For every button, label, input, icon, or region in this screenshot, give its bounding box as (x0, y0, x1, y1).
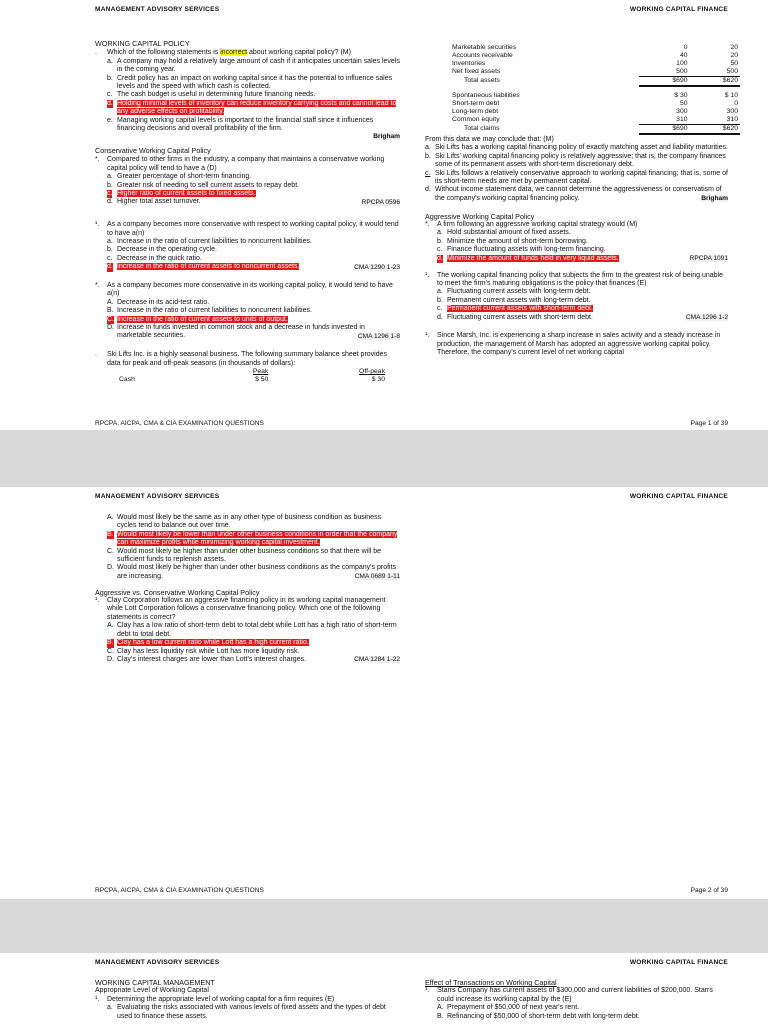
option-a: A. Decrease in its acid-test ratio. (107, 298, 210, 306)
header-left: MANAGEMENT ADVISORY SERVICES (95, 959, 220, 966)
option-b: b. Decrease in the operating cycle. (107, 246, 217, 254)
question-6: *. A firm following an aggressive working capital strategy would (M) a. Hold substantial amount of fixed assets. b. Minimize the amount of short-term borrowing. c. Finance fluctuating assets with long-term financing. d. Minimize the amount of funds held in very liquid assets. RPCPA 1091 (425, 221, 728, 263)
conclusion-text: From this data we may conclude that: (M) (425, 136, 554, 143)
header-right: WORKING CAPITAL FINANCE (629, 959, 728, 966)
source-label: Brigham (701, 195, 728, 203)
header-left: MANAGEMENT ADVISORY SERVICES (95, 6, 220, 13)
highlighted-word: incorrect (220, 49, 248, 57)
option-a: A. Would most likely be the same as in any other type of business condition as business cycles tend to balance out over time. (107, 514, 382, 530)
option-a: A. Clay has a low ratio of short-term debt to total debt while Lott has a high ratio of short-term debt to total debt. (107, 622, 397, 638)
column-offpeak: Off-peak (359, 368, 385, 376)
option-a: a. Greater percentage of short-term financing. (107, 173, 252, 181)
question-2: *. Compared to other firms in the industry, a company that maintains a conservative working capital policy will tend to have a (D) a. Greater percentage of short-term financing. b. Greater risk of needing to sell current assets to repay debt. c. Higher ratio of current assets to fixed assets. d. Higher total asset turnover. RPCPA 0596 (95, 156, 400, 206)
option-a: A. Prepayment of $50,000 of next year's rent. (437, 1004, 580, 1012)
option-a: a. Ski Lifts has a working capital financing policy of exactly matching asset and liability maturities. (425, 144, 728, 152)
option-a: a. Increase in the ratio of current liabilities to noncurrent liabilities. (107, 237, 312, 245)
option-a: a. Fluctuating current assets with long-term debt. (437, 288, 591, 296)
section-aggressive-policy: Aggressive Working Capital Policy (425, 211, 535, 221)
option-d-answer: d. Increase in the ratio of current assets to noncurrent assets. (107, 263, 300, 271)
page1-left-column (95, 40, 400, 384)
question-4: *. As a company becomes more conservative in its working capital policy, it would tend to have a(n) A. Decrease in its acid-test ratio. B. Increase in the ratio of current liabilities to noncurrent liabilities. C. Increase in the ratio of current assets to units of output. D. Increase in funds invested in common stock and a decrease in funds invested in marketable securities. CMA 1296 1-8 (95, 281, 400, 340)
question-5: . Ski Lifts Inc. is a highly seasonal business. The following summary balance sheet provides data for peak and off-peak seasons (in thousands of dollars): Peak Off-peak Cash $ 50 $ 30 (95, 351, 388, 384)
section-aggressive-vs-conservative: Aggressive vs. Conservative Working Capital Policy (95, 587, 260, 597)
question-text: A firm following an aggressive working capital strategy would (M) (437, 221, 638, 229)
question-text: As a company becomes more conservative in its working capital policy, it would tend to have a(n) (107, 281, 393, 298)
option-b: b. Greater risk of needing to sell current assets to repay debt. (107, 181, 300, 189)
footer-left: RPCPA, AICPA, CMA & CIA EXAMINATION QUESTIONS (95, 887, 264, 894)
header-left: MANAGEMENT ADVISORY SERVICES (95, 493, 220, 500)
option-c: c. Finance fluctuating assets with long-term financing. (437, 246, 606, 254)
option-c-answer: c. Permanent current assets with short-term debt. (437, 305, 593, 313)
option-c-answer: C. Increase in the ratio of current assets to units of output. (107, 315, 288, 323)
option-b: b. Permanent current assets with long-term debt. (437, 296, 591, 304)
option-b-answer: B. Would most likely be lower than under other business conditions in order that the company can maximize profits while minimizing working capital investment. (107, 530, 398, 547)
question-9: ¹. Clay Corporation follows an aggressive financing policy in its working capital management while Lott Corporation follows a conservative financing policy. Which one of the following statements is correct? A. Clay has a low ratio of short-term debt to total debt while Lott has a high ratio of short-term debt to total debt. B. Clay has a low current ratio while Lott has a high current ratio. C. Clay has less liquidity risk while Lott has more liquidity risk. D. Clay's interest charges are lower than Lott's interest charges. CMA 1284 1-22 (95, 597, 400, 664)
option-c: c. The cash budget is useful in determining future financing needs. (107, 91, 316, 99)
option-b: b. Ski Lifts' working capital financing policy is relatively aggressive; that is, the company finances some of its permanent assets with short-term discretionary debt. (425, 152, 726, 169)
section-effect-of-transactions: Effect of Transactions on Working Capital (425, 978, 557, 987)
option-d-answer: d. Minimize the amount of funds held in very liquid assets. (437, 254, 619, 262)
header-right: WORKING CAPITAL FINANCE (629, 493, 728, 500)
question-1: ¹. Determining the appropriate level of working capital for a firm requires (E) a. Evaluating the risks associated with various levels of fixed assets and the types of debt used to finance these assets. (95, 996, 400, 1021)
table-row: Short-term debt 50 0 (452, 100, 738, 107)
option-e: e. Managing working capital levels is important to the financial staff since it influences financing decisions and overall profitability of the firm. (107, 116, 374, 133)
option-b: B. Refinancing of $50,000 of short-term debt with long-term debt. (437, 1012, 640, 1020)
question-number: . (95, 49, 97, 57)
page3-right-column (425, 979, 728, 1021)
source-label: CMA 1284 1-22 (354, 656, 400, 664)
balance-sheet-table-part1 (117, 368, 387, 384)
question-text: Since Marsh, Inc. is experiencing a sharp increase in sales activity and a steady increase in production, the management of Marsh has adopted an aggressive working capital policy. Therefore, the company's current level of net working capital (437, 332, 721, 357)
question-3: ¹. As a company becomes more conservative with respect to working capital policy, it would tend to have a(n) a. Increase in the ratio of current liabilities to noncurrent liabilities. b. Decrease in the operating cycle. c. Decrease in the quick ratio. d. Increase in the ratio of current assets to noncurrent assets. CMA 1290 1-23 (95, 221, 400, 271)
question-text: Ski Lifts Inc. is a highly seasonal business. The following summary balance sheet provides data for peak and off-peak seasons (in thousands of dollars): (107, 351, 388, 367)
option-b: b. Credit policy has an impact on working capital since it has the potential to influence sales levels and the speed with which cash is collected. (107, 74, 393, 91)
option-d: d. Without income statement data, we cannot determine the aggressiveness or conservatism of the company's working capital financing policy. (425, 186, 722, 202)
question-1 (95, 49, 400, 141)
option-d: d. Fluctuating current assets with short-term debt. (437, 313, 593, 321)
option-d: D. Increase in funds invested in common stock and a decrease in funds invested in marketable securities. (107, 324, 365, 340)
source-label: CMA 1296 1-8 (357, 332, 400, 340)
page-1 (0, 0, 768, 430)
page1-right-column (425, 44, 738, 358)
column-peak: Peak (252, 368, 269, 376)
page-2 (0, 487, 768, 899)
page2-left-column (95, 514, 400, 665)
page3-left-column (95, 979, 400, 1021)
table-row: Net fixed assets 500 500 (452, 68, 738, 76)
option-d: D. Clay's interest charges are lower than Lott's interest charges. (107, 655, 307, 663)
footer-left: RPCPA, AICPA, CMA & CIA EXAMINATION QUESTIONS (95, 420, 264, 427)
option-c-answer: c. Higher ratio of current assets to fixed assets. (107, 189, 256, 197)
page-number: Page 2 of 39 (690, 887, 728, 894)
question-text: Clay Corporation follows an aggressive financing policy in its working capital management while Lott Corporation follows a conservative financing policy. Which one of the following statements is correct? (107, 597, 386, 621)
question-text-pre: Which of the following statements is (107, 49, 221, 57)
option-b-answer: B. Clay has a low current ratio while Lott has a high current ratio. (107, 639, 309, 647)
source-label: CMA 1290 1-23 (354, 263, 400, 271)
question-text: Determining the appropriate level of working capital for a firm requires (E) (107, 995, 335, 1003)
section-conservative-policy: Conservative Working Capital Policy (95, 145, 211, 155)
source-label: RPCPA 1091 (689, 255, 728, 263)
page-3 (0, 953, 768, 1024)
option-d-answer: d. Holding minimal levels of inventory can reduce inventory carrying costs and cannot lead to any adverse effects on profitability. (107, 99, 397, 116)
question-2: ¹. Starrs Company has current assets of $300,000 and current liabilities of $200,000. Starrs could increase its working capital by the (E) A. Prepayment of $50,000 of next year's rent. B. Refinancing of $50,000 of short-term debt with long-term debt. (425, 987, 728, 1021)
balance-sheet-table-part2 (450, 44, 740, 135)
table-row-total: Total assets $690 $620 (464, 77, 738, 85)
subsection-title: Appropriate Level of Working Capital (95, 987, 209, 995)
table-row: Long-term debt 300 300 (452, 108, 738, 115)
option-a: a. Evaluating the risks associated with various levels of fixed assets and the types of debt used to finance these assets. (107, 1004, 386, 1020)
source-label: CMA 0689 1-11 (354, 573, 400, 581)
table-row: Spontaneous liabilities $ 30 $ 10 (452, 92, 738, 99)
option-a: a. A company may hold a relatively large amount of cash if it anticipates uncertain sales levels in the coming year. (107, 57, 400, 74)
option-a: a. Hold substantial amount of fixed assets. (437, 229, 571, 237)
table-row: Cash $ 50 $ 30 (119, 376, 385, 384)
question-7: ¹. The working capital financing policy that subjects the firm to the greatest risk of being unable to meet the firm's maturing obligations is the policy that finances (E) a. Fluctuating current assets with long-term debt. b. Permanent current assets with long-term debt. c. Permanent current assets with short-term debt. d. Fluctuating current assets with short-term debt. CMA 1296 1-2 (425, 271, 728, 321)
question-8: ¹. Since Marsh, Inc. is experiencing a sharp increase in sales activity and a steady increase in production, the management of Marsh has adopted an aggressive working capital policy. Therefore, the company's current level of net working capital (425, 332, 721, 357)
question-text: Compared to other firms in the industry, a company that maintains a conservative working capital policy will tend to have a (D) (107, 156, 385, 172)
option-b: b. Minimize the amount of short-term borrowing. (437, 237, 588, 245)
question-text-post: about working capital policy? (M) (247, 49, 351, 57)
option-b: B. Increase in the ratio of current liabilities to noncurrent liabilities. (107, 307, 312, 315)
table-row: Marketable securities 0 20 (452, 44, 738, 51)
source-label: RPCPA 0596 (361, 198, 400, 206)
source-label: CMA 1296 1-2 (685, 313, 728, 321)
option-d: d. Higher total asset turnover. (107, 198, 201, 206)
question-text: As a company becomes more conservative with respect to working capital policy, it would tend to have a(n) (107, 221, 399, 237)
table-row: Common equity 310 310 (452, 116, 738, 124)
option-c: C. Clay has less liquidity risk while Lott has more liquidity risk. (107, 647, 300, 655)
option-c: c. Decrease in the quick ratio. (107, 254, 202, 262)
option-d: D. Would most likely be higher than under other business conditions as the company's profits are increasing. (107, 564, 397, 580)
header-right: WORKING CAPITAL FINANCE (629, 6, 728, 13)
option-c: c. Ski Lifts follows a relatively conservative approach to working capital financing; that is, some of its short-term needs are met by permanent capital. (425, 169, 728, 186)
section-working-capital-management: WORKING CAPITAL MANAGEMENT (95, 978, 215, 987)
section-working-capital-policy: WORKING CAPITAL POLICY (95, 39, 190, 48)
question-text: The working capital financing policy that subjects the firm to the greatest risk of being unable to meet the firm's maturing obligations is the policy that finances (E) (437, 271, 723, 287)
table-row-total: Total claims $690 $620 (464, 125, 738, 133)
page-number: Page 1 of 39 (690, 420, 728, 427)
table-row: Accounts receivable 40 20 (452, 52, 738, 59)
question-text: Starrs Company has current assets of $300,000 and current liabilities of $200,000. Starrs could increase its working capital by the (E) (437, 987, 713, 1003)
source-label: Brigham (373, 133, 400, 141)
option-c: C. Would most likely be higher than under other business conditions so that there will be sufficient funds to replenish assets. (107, 547, 382, 564)
table-row: Inventories 100 50 (452, 60, 738, 67)
